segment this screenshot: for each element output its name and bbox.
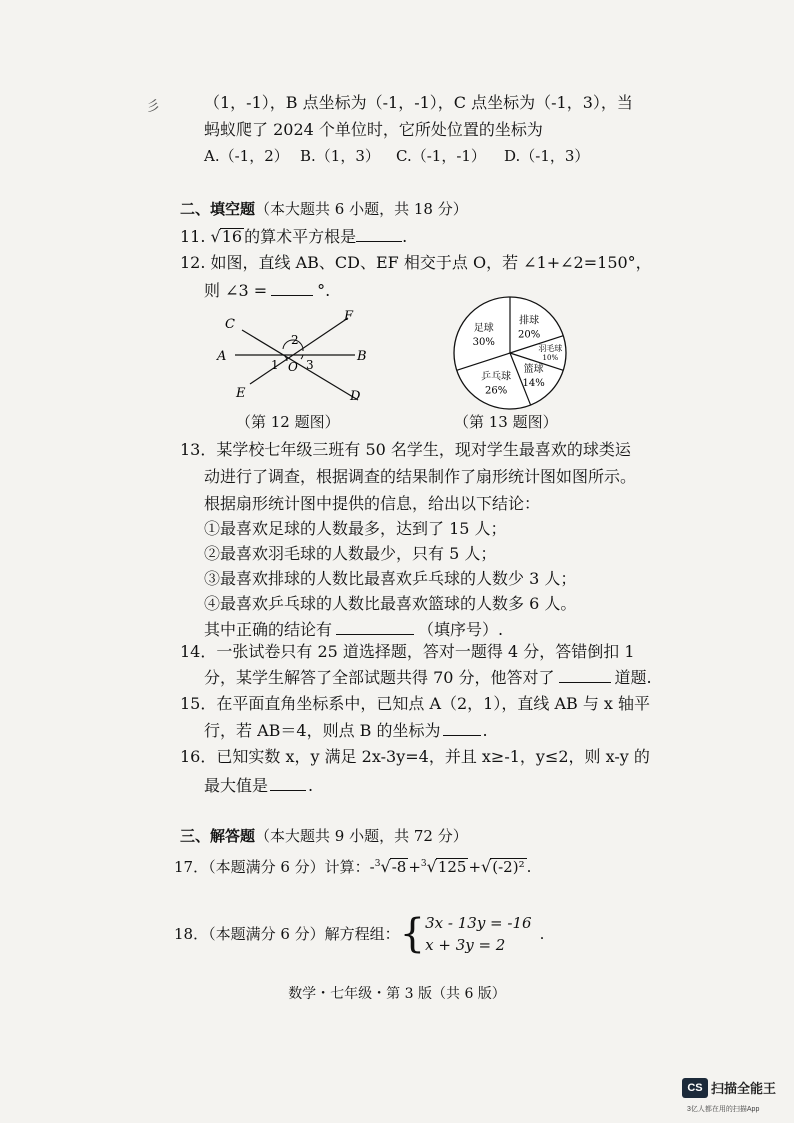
label-d: D (350, 389, 361, 404)
figure-12-caption: （第 12 题图） (236, 413, 340, 431)
q18-end: . (539, 925, 545, 943)
system-brace: { (399, 911, 426, 957)
section-2-heading (180, 198, 468, 220)
q13-conclusion-2: ②最喜欢羽毛球的人数最少，只有 5 人； (204, 544, 497, 563)
figure-12 (205, 304, 385, 404)
q11-text: 的算术平方根是 (244, 227, 357, 246)
q16-text-b: . (308, 776, 314, 795)
q13-text-a: 其中正确的结论有 (204, 620, 333, 639)
pie-slice-value: 10% (542, 354, 559, 362)
q13-line-2: 动进行了调查，根据调查的结果制作了扇形统计图如图所示。 (204, 467, 637, 486)
q11-end: . (402, 227, 408, 246)
q14-text-b: 道题. (614, 668, 652, 687)
q18-equation-1: 3x - 13y = -16 (425, 914, 532, 932)
q16-line-2 (204, 774, 313, 797)
q18-prefix: 18．（本题满分 6 分）解方程组： (174, 925, 400, 943)
q17-plus-2: + (468, 858, 482, 876)
scanner-logo: CS (682, 1078, 708, 1098)
q10-option-a: A.（-1，2） (204, 147, 289, 165)
margin-mark: 彡 (146, 99, 160, 115)
q14-text-a: 分，某学生解答了全部试题共得 70 分，他答对了 (204, 668, 555, 687)
section-2-note: （本大题共 6 小题，共 18 分） (255, 200, 468, 218)
label-a: A (217, 349, 227, 364)
q17-radicand-3: (-2)² (492, 858, 525, 876)
q13-text-b: （填序号）. (418, 620, 504, 639)
q11 (180, 225, 407, 248)
q12-text-b: °. (317, 281, 331, 300)
q16-text-a: 最大值是 (204, 776, 269, 795)
figure-13-caption: （第 13 题图） (454, 413, 558, 431)
q17-root-index-2: 3 (420, 859, 427, 869)
q10-option-c: C.（-1，-1） (396, 147, 486, 165)
pie-slice-label: 排球 (519, 315, 540, 327)
q15-answer-blank (443, 719, 481, 736)
pie-slice-label: 羽毛球 (538, 344, 563, 353)
q10-option-d: D.（-1，3） (504, 147, 590, 165)
radical-sign: √ (380, 857, 391, 876)
line-ef (250, 318, 348, 384)
scanner-watermark (682, 1077, 777, 1113)
q13-conclusion-3: ③最喜欢排球的人数比最喜欢乒乓球的人数少 3 人； (204, 569, 577, 588)
q11-number: 11. (180, 227, 206, 246)
q13-line-3: 根据扇形统计图中提供的信息，给出以下结论： (204, 494, 541, 513)
pie-slice-value: 20% (517, 329, 541, 341)
label-o: O (288, 360, 298, 374)
q18 (174, 908, 544, 958)
q17 (174, 851, 531, 880)
pie-slice-label: 篮球 (523, 364, 544, 376)
pie-slice-label: 乒乓球 (481, 371, 512, 383)
q17-prefix: 17．（本题满分 6 分）计算： (174, 858, 370, 876)
label-b: B (357, 349, 367, 364)
q15-text-b: . (482, 721, 488, 740)
section-3-title: 三、解答题 (180, 827, 256, 845)
label-angle-2: 2 (291, 333, 299, 347)
q11-answer-blank (356, 225, 402, 242)
pie-slice-value: 30% (472, 336, 495, 348)
label-angle-3: 3 (306, 358, 314, 372)
q12-line-1: 12. 如图，直线 AB、CD、EF 相交于点 O，若 ∠1+∠2=150°， (180, 253, 652, 272)
q15-line-1: 15．在平面直角坐标系中，已知点 A（2，1），直线 AB 与 x 轴平 (180, 694, 651, 713)
q10-line-1: （1，-1），B 点坐标为（-1，-1），C 点坐标为（-1，3），当 (204, 93, 633, 112)
radical-sign: √ (210, 227, 221, 246)
q18-system (425, 912, 531, 956)
q17-radicand-2: 125 (437, 858, 467, 876)
q16-line-1: 16．已知实数 x，y 满足 2x-3y=4，并且 x≥-1，y≤2，则 x-y 的 (180, 747, 650, 766)
q17-end: . (526, 858, 532, 876)
pie-slice-label: 足球 (473, 322, 494, 334)
section-2-title: 二、填空题 (180, 200, 256, 218)
q11-radicand: 16 (221, 227, 243, 246)
label-e: E (236, 386, 246, 401)
q13-line-1: 13．某学校七年级三班有 50 名学生，现对学生最喜欢的球类运 (180, 440, 631, 459)
q16-answer-blank (270, 774, 306, 791)
q10-option-b: B.（1，3） (300, 147, 380, 165)
q12-answer-blank (271, 279, 313, 296)
q15-line-2 (204, 719, 488, 742)
q13-line-8 (204, 618, 503, 641)
pie-slice-value: 26% (485, 385, 508, 397)
radical-sign: √ (426, 857, 437, 876)
section-3-note: （本大题共 9 小题，共 72 分） (255, 827, 468, 845)
q13-answer-blank (336, 618, 414, 635)
q17-root-index-1: 3 (374, 859, 381, 869)
angle-3-arc (301, 355, 303, 359)
pie-slice-value: 14% (522, 378, 545, 390)
q14-line-2 (204, 666, 652, 689)
figure-13-pie-chart (450, 293, 570, 413)
scanner-tagline: 3亿人都在用的扫描App (687, 1106, 760, 1113)
q12-line-2 (204, 279, 330, 302)
q18-equation-2: x + 3y = 2 (425, 936, 506, 954)
label-c: C (225, 317, 235, 332)
label-angle-1: 1 (271, 358, 279, 372)
q10-line-2: 蚂蚁爬了 2024 个单位时，它所处位置的坐标为 (204, 120, 543, 139)
q13-conclusion-4: ④最喜欢乒乓球的人数比最喜欢篮球的人数多 6 人。 (204, 594, 577, 613)
q15-text-a: 行，若 AB＝4，则点 B 的坐标为 (204, 721, 441, 740)
q14-line-1: 14．一张试卷只有 25 道选择题，答对一题得 4 分，答错倒扣 1 (180, 642, 635, 661)
line-cd (242, 330, 358, 400)
q13-conclusion-1: ①最喜欢足球的人数最多，达到了 15 人； (204, 519, 507, 538)
q12-text-a: 则 ∠3 = (204, 281, 268, 300)
label-f: F (344, 309, 354, 324)
q17-plus-1: + (408, 858, 421, 876)
radical-sign: √ (481, 857, 492, 876)
q17-radicand-1: -8 (391, 858, 407, 876)
section-3-heading (180, 825, 468, 847)
scanner-app-name: 扫描全能王 (711, 1081, 777, 1096)
page-footer: 数学・七年级・第 3 版（共 6 版） (288, 986, 506, 1002)
q17-minus: - (369, 858, 375, 876)
q14-answer-blank (559, 666, 611, 683)
